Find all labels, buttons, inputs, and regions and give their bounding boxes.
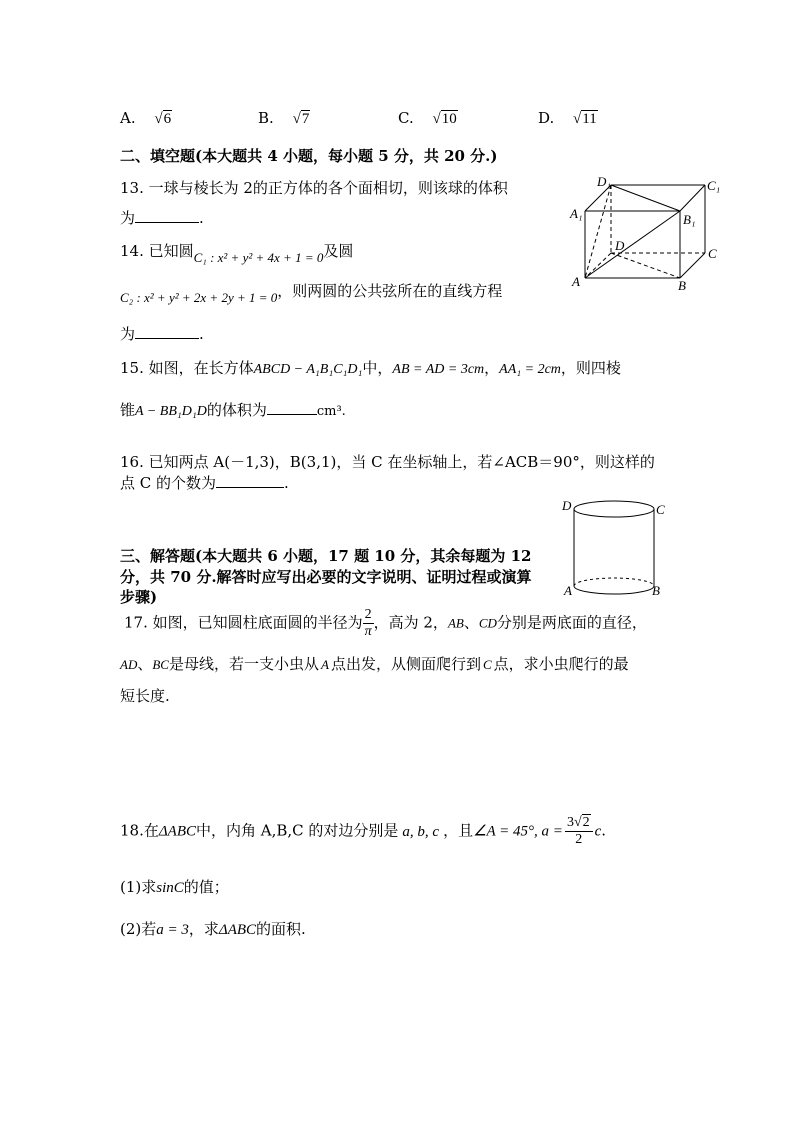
- label-a: A: [564, 583, 572, 598]
- q17-radius-fraction: $\frac{2}{\pi}$: [364, 607, 372, 639]
- label-a1: A₁: [570, 206, 583, 221]
- bottom-base-front-arc: [574, 586, 654, 594]
- choice-b: B. √7: [258, 109, 310, 127]
- q13-line1: 13. 一球与棱长为 2的正方体的各个面相切，则该球的体积: [120, 179, 508, 197]
- choice-a: A. √6: [120, 109, 172, 127]
- q18-part1: (1)求sinC的值；: [120, 878, 229, 896]
- label-b1: B₁: [683, 212, 696, 227]
- label-a: A: [572, 274, 580, 289]
- edge-c1-b1: [680, 185, 705, 211]
- label-c: C: [708, 246, 717, 261]
- label-c1: C₁: [707, 178, 721, 193]
- q16-line2: 点 C 的个数为 .: [120, 474, 289, 492]
- sqrt-d: √11: [573, 111, 597, 127]
- hidden-segment-a-d1: [585, 185, 611, 278]
- q15-answer-blank: [267, 400, 317, 415]
- bottom-base-back-arc: [574, 578, 654, 586]
- edge-b-c: [680, 253, 705, 278]
- segment-a-b1: [585, 211, 680, 278]
- label-c: C: [656, 502, 665, 517]
- q14-line3: 为 .: [120, 325, 204, 343]
- section-2-heading: 二、填空题(本大题共 4 小题，每小题 5 分，共 20 分.): [120, 147, 498, 165]
- label-d: D: [615, 238, 625, 253]
- cuboid-figure: [560, 168, 730, 298]
- q15-line2: 锥A − BB₁D₁D的体积为 cm³.: [120, 401, 346, 419]
- sqrt-c: √10: [432, 111, 457, 127]
- choice-d: D. √11: [538, 109, 597, 127]
- label-d1: D₁: [597, 174, 611, 189]
- hidden-segment-d-b: [611, 253, 680, 278]
- label-b: B: [652, 583, 660, 598]
- q13-line2: 为 .: [120, 209, 204, 227]
- section-3-heading-line1: 三、解答题(本大题共 6 小题，17 题 10 分，其余每题为 12: [120, 547, 532, 565]
- q16-answer-blank: [216, 473, 284, 488]
- sqrt-a: √6: [154, 111, 172, 127]
- q14-line2: C₂ : x² + y² + 2x + 2y + 1 = 0，则两圆的公共弦所在的直线方程: [120, 282, 503, 305]
- q18-line1: 18.在ΔABC中，内角 A,B,C 的对边分别是 a, b, c ，且∠A = 45°, a = $\frac{3√2}{2}$ c.: [120, 815, 607, 847]
- cylinder-figure: [556, 492, 676, 602]
- top-base-ellipse: [574, 501, 654, 517]
- label-d: D: [562, 498, 572, 513]
- section-3-heading-line2: 分，共 70 分.解答时应写出必要的文字说明、证明过程或演算: [120, 568, 532, 586]
- q15-line1: 15. 如图，在长方体ABCD − A₁B₁C₁D₁中，AB = AD = 3cm，AA₁ = 2cm，则四棱: [120, 359, 621, 377]
- q17-line1: 17. 如图，已知圆柱底面圆的半径为 $\frac{2}{\pi}$ ，高为 2，AB、CD分别是两底面的直径，: [124, 607, 647, 639]
- hidden-edge-d-a: [585, 253, 611, 278]
- label-b: B: [678, 278, 686, 293]
- section-3-heading-line3: 步骤): [120, 588, 158, 606]
- q14-line1: 14. 已知圆C₁ : x² + y² + 4x + 1 = 0及圆: [120, 242, 354, 265]
- q14-answer-blank: [135, 324, 199, 339]
- q17-line2: AD、BC是母线，若一支小虫从 A 点出发，从侧面爬行到 C 点，求小虫爬行的最: [120, 655, 629, 673]
- diagonal-d1-b1: [611, 185, 680, 211]
- sqrt-b: √7: [292, 111, 310, 127]
- choice-c: C. √10: [398, 109, 457, 127]
- q18-part2: (2)若a = 3，求ΔABC的面积.: [120, 920, 306, 938]
- q18-a-fraction: $\frac{3√2}{2}$: [565, 815, 593, 848]
- q16-line1: 16. 已知两点 A(－1,3)，B(3,1)，当 C 在坐标轴上，若∠ACB＝90°，则这样的: [120, 453, 655, 471]
- q13-answer-blank: [135, 208, 199, 223]
- q17-line3: 短长度.: [120, 687, 170, 705]
